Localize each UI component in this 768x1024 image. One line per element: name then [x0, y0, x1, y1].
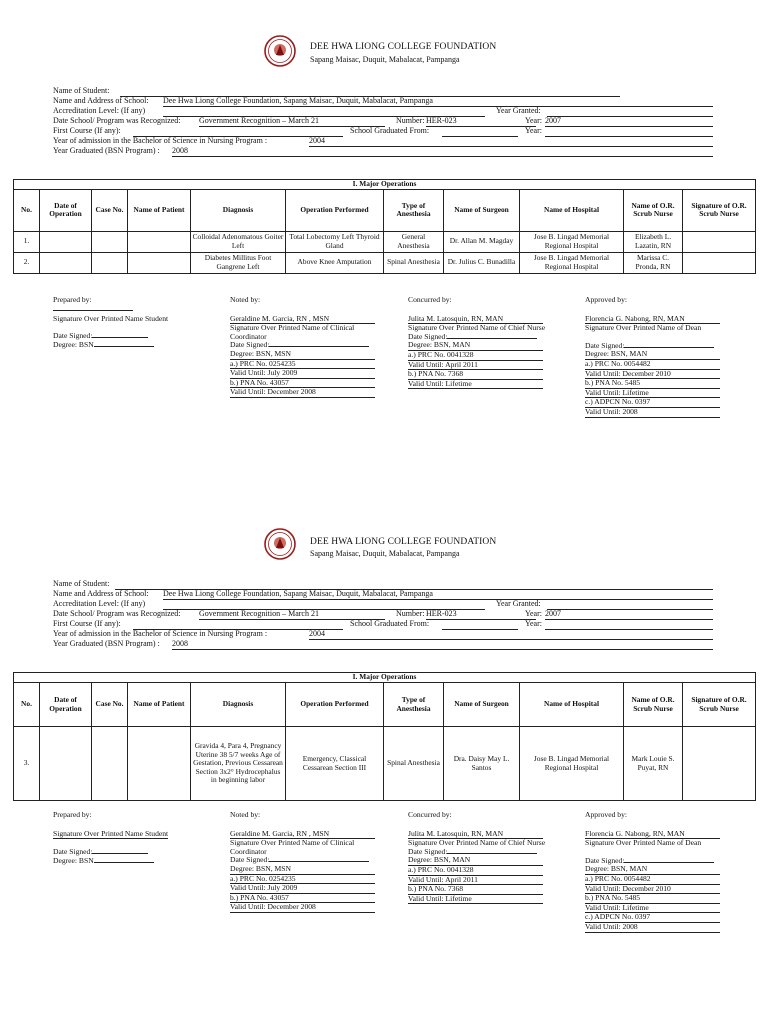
cell-nurse: Marissa C. Pronda, RN	[624, 252, 683, 273]
prepared-date-line[interactable]	[92, 853, 148, 854]
cell-date[interactable]	[40, 252, 92, 273]
approved-by-block	[585, 296, 735, 418]
prepared-caption: Signature Over Printed Name Student	[53, 828, 169, 838]
major-operations-table	[13, 672, 756, 801]
noted-name: Geraldine M. Garcia, RN , MSN	[230, 830, 375, 840]
noted-prc: a.) PRC No. 0254235	[230, 875, 375, 885]
first-course-label: First Course (If any):	[53, 126, 121, 135]
noted-caption: Signature Over Printed Name of Clinical Coordinator	[230, 323, 355, 341]
college-address: Sapang Maisac, Duquit, Mabalacat, Pampanga	[310, 55, 460, 64]
date-recognized-label: Date School/ Program was Recognized:	[53, 116, 181, 125]
approved-heading: Approved by:	[585, 810, 627, 819]
college-seal-icon	[264, 35, 296, 67]
school-label: Name and Address of School:	[53, 96, 149, 105]
noted-by-block	[230, 811, 380, 913]
approved-pna: b.) PNA No. 5485	[585, 379, 720, 389]
approved-date-label: Date Signed:	[585, 855, 625, 865]
noted-prc: a.) PRC No. 0254235	[230, 360, 375, 370]
prepared-degree-line	[94, 862, 154, 863]
prepared-heading: Prepared by:	[53, 295, 92, 304]
year-admission-label: Year of admission in the Bachelor of Science in Nursing Program :	[53, 136, 268, 145]
concurred-pna-valid: Valid Until: Lifetime	[408, 895, 543, 905]
header-operation: Operation Performed	[286, 189, 384, 231]
approved-heading: Approved by:	[585, 295, 627, 304]
noted-prc-valid: Valid Until: July 2009	[230, 884, 375, 894]
header-patient: Name of Patient	[128, 189, 191, 231]
header-operation: Operation Performed	[286, 683, 384, 727]
prepared-degree: Degree: BSN	[53, 855, 94, 865]
cell-date[interactable]	[40, 727, 92, 801]
noted-heading: Noted by:	[230, 810, 261, 819]
noted-heading: Noted by:	[230, 295, 261, 304]
approved-adpcn-valid: Valid Until: 2008	[585, 923, 720, 933]
cell-operation: Total Lobectomy Left Thyroid Gland	[286, 231, 384, 252]
number-text: HER-023	[426, 609, 457, 618]
accreditation-label: Accreditation Level: (If any)	[53, 599, 146, 608]
approved-adpcn: c.) ADPCN No. 0397	[585, 913, 720, 923]
cell-patient[interactable]	[128, 231, 191, 252]
concurred-caption: Signature Over Printed Name of Chief Nurse	[408, 838, 546, 848]
prepared-date-label: Date Signed:	[53, 847, 93, 857]
cell-hospital: Jose B. Lingad Memorial Regional Hospital	[520, 231, 624, 252]
cell-no: 1.	[14, 231, 40, 252]
major-operations-table	[13, 179, 756, 274]
cell-anesthesia: General Anesthesia	[384, 231, 444, 252]
noted-date-line[interactable]	[269, 861, 369, 862]
year-admission-text: 2004	[309, 629, 325, 638]
school-text: Dee Hwa Liong College Foundation, Sapang Maisac, Duquit, Mabalacat, Pampanga	[163, 589, 433, 598]
noted-name: Geraldine M. Garcia, RN , MSN	[230, 315, 375, 325]
college-name: DEE HWA LIONG COLLEGE FOUNDATION	[310, 537, 497, 547]
year-label-2: Year:	[525, 126, 542, 135]
year-graduated-label: Year Graduated (BSN Program) :	[53, 146, 160, 155]
table-header-row	[14, 683, 756, 727]
table-title: I. Major Operations	[14, 673, 756, 683]
cell-surgeon: Dr. Allan M. Magday	[444, 231, 520, 252]
approved-by-block	[585, 811, 735, 933]
cell-anesthesia: Spinal Anesthesia	[384, 727, 444, 801]
prepared-heading: Prepared by:	[53, 810, 92, 819]
cell-hospital: Jose B. Lingad Memorial Regional Hospital	[520, 252, 624, 273]
header-signature: Signature of O.R. Scrub Nurse	[683, 189, 756, 231]
prepared-date-label: Date Signed:	[53, 331, 93, 341]
approved-prc-valid: Valid Until: December 2010	[585, 370, 720, 380]
header-signature: Signature of O.R. Scrub Nurse	[683, 683, 756, 727]
year-label: Year:	[525, 609, 542, 618]
school-label: Name and Address of School:	[53, 589, 149, 598]
year-text: 2007	[545, 116, 561, 125]
concurred-date-label: Date Signed:	[408, 331, 448, 341]
noted-date-label: Date Signed:	[230, 340, 270, 350]
noted-date-label: Date Signed:	[230, 855, 270, 865]
header-no: No.	[14, 683, 40, 727]
cell-signature[interactable]	[683, 252, 756, 273]
year-graduated-value[interactable]	[172, 146, 713, 157]
approved-caption: Signature Over Printed Name of Dean	[585, 838, 702, 848]
header-date: Date of Operation	[40, 189, 92, 231]
college-seal-icon	[264, 528, 296, 560]
concurred-name: Julita M. Latosquin, RN, MAN	[408, 315, 543, 325]
noted-degree: Degree: BSN, MSN	[230, 350, 375, 360]
noted-pna: b.) PNA No. 43057	[230, 379, 375, 389]
year-granted-label: Year Granted:	[496, 599, 541, 608]
noted-degree: Degree: BSN, MSN	[230, 865, 375, 875]
year-granted-label: Year Granted:	[496, 106, 541, 115]
recognition-text: Government Recognition – March 21	[199, 609, 319, 618]
concurred-date-line[interactable]	[447, 338, 537, 339]
header-diagnosis: Diagnosis	[191, 189, 286, 231]
concurred-by-block	[408, 296, 558, 389]
school-graduated-label: School Graduated From:	[350, 126, 430, 135]
header-hospital: Name of Hospital	[520, 683, 624, 727]
year-admission-label: Year of admission in the Bachelor of Science in Nursing Program :	[53, 629, 268, 638]
cell-hospital: Jose B. Lingad Memorial Regional Hospital	[520, 727, 624, 801]
noted-pna-valid: Valid Until: December 2008	[230, 388, 375, 398]
cell-no: 2.	[14, 252, 40, 273]
year-text: 2007	[545, 609, 561, 618]
name-of-student-label: Name of Student:	[53, 86, 110, 95]
cell-operation: Above Knee Amputation	[286, 252, 384, 273]
cell-signature[interactable]	[683, 727, 756, 801]
cell-nurse: Mark Louie S. Puyat, RN	[624, 727, 683, 801]
table-row	[14, 727, 756, 801]
approved-degree: Degree: BSN, MAN	[585, 350, 720, 360]
approved-name: Florencia G. Nabong, RN, MAN	[585, 830, 720, 840]
concurred-date-line[interactable]	[447, 853, 537, 854]
recognition-text: Government Recognition – March 21	[199, 116, 319, 125]
cell-surgeon: Dra. Daisy May L. Santos	[444, 727, 520, 801]
concurred-degree: Degree: BSN, MAN	[408, 856, 543, 866]
concurred-name: Julita M. Latosquin, RN, MAN	[408, 830, 543, 840]
cell-case[interactable]	[92, 252, 128, 273]
approved-name: Florencia G. Nabong, RN, MAN	[585, 315, 720, 325]
accreditation-label: Accreditation Level: (If any)	[53, 106, 146, 115]
header-anesthesia: Type of Anesthesia	[384, 189, 444, 231]
cell-patient[interactable]	[128, 252, 191, 273]
school-text: Dee Hwa Liong College Foundation, Sapang Maisac, Duquit, Mabalacat, Pampanga	[163, 96, 433, 105]
concurred-pna: b.) PNA No. 7368	[408, 370, 543, 380]
cell-anesthesia: Spinal Anesthesia	[384, 252, 444, 273]
concurred-prc: a.) PRC No. 0041328	[408, 351, 543, 361]
cell-nurse: Elizabeth L. Lazatin, RN	[624, 231, 683, 252]
approved-date-line[interactable]	[624, 347, 714, 348]
header-anesthesia: Type of Anesthesia	[384, 683, 444, 727]
number-text: HER-023	[426, 116, 457, 125]
year-label: Year:	[525, 116, 542, 125]
year-graduated-text: 2008	[172, 639, 188, 648]
approved-pna-valid: Valid Until: Lifetime	[585, 904, 720, 914]
concurred-pna-valid: Valid Until: Lifetime	[408, 380, 543, 390]
name-of-student-label: Name of Student:	[53, 579, 110, 588]
table-title: I. Major Operations	[14, 180, 756, 190]
approved-pna-valid: Valid Until: Lifetime	[585, 389, 720, 399]
concurred-prc-valid: Valid Until: April 2011	[408, 361, 543, 371]
approved-prc: a.) PRC No. 0054482	[585, 360, 720, 370]
cell-diagnosis: Gravida 4, Para 4, Pregnancy Uterine 38 5/7 weeks Age of Gestation, Previous Cessarean Section 3x2° Hydrocephalus in beginning labor	[191, 727, 286, 801]
approved-adpcn-valid: Valid Until: 2008	[585, 408, 720, 418]
header-surgeon: Name of Surgeon	[444, 189, 520, 231]
header-no: No.	[14, 189, 40, 231]
concurred-heading: Concurred by:	[408, 295, 452, 304]
cell-date[interactable]	[40, 231, 92, 252]
number-label: Number:	[396, 609, 425, 618]
prepared-degree-line	[94, 346, 154, 347]
approved-prc: a.) PRC No. 0054482	[585, 875, 720, 885]
year-graduated-text: 2008	[172, 146, 188, 155]
header-nurse: Name of O.R. Scrub Nurse	[624, 189, 683, 231]
school-graduated-label: School Graduated From:	[350, 619, 430, 628]
header-diagnosis: Diagnosis	[191, 683, 286, 727]
approved-caption: Signature Over Printed Name of Dean	[585, 323, 702, 333]
first-course-label: First Course (If any):	[53, 619, 121, 628]
cell-diagnosis: Diabetes Millitus Foot Gangrene Left	[191, 252, 286, 273]
cell-case[interactable]	[92, 231, 128, 252]
table-header-row	[14, 189, 756, 231]
cell-operation: Emergency, Classical Cessarean Section III	[286, 727, 384, 801]
table-row	[14, 231, 756, 252]
concurred-prc-valid: Valid Until: April 2011	[408, 876, 543, 886]
college-name: DEE HWA LIONG COLLEGE FOUNDATION	[310, 42, 497, 52]
approved-prc-valid: Valid Until: December 2010	[585, 885, 720, 895]
noted-caption: Signature Over Printed Name of Clinical Coordinator	[230, 838, 355, 856]
concurred-prc: a.) PRC No. 0041328	[408, 866, 543, 876]
header-patient: Name of Patient	[128, 683, 191, 727]
noted-date-line[interactable]	[269, 346, 369, 347]
cell-diagnosis: Colloidal Adenomatous Goiter Left	[191, 231, 286, 252]
concurred-date-label: Date Signed:	[408, 846, 448, 856]
approved-degree: Degree: BSN, MAN	[585, 865, 720, 875]
prepared-by-block	[53, 811, 213, 865]
year-graduated-value[interactable]	[172, 639, 713, 650]
approved-adpcn: c.) ADPCN No. 0397	[585, 398, 720, 408]
header-nurse: Name of O.R. Scrub Nurse	[624, 683, 683, 727]
concurred-degree: Degree: BSN, MAN	[408, 341, 543, 351]
prepared-degree: Degree: BSN	[53, 339, 94, 349]
prepared-caption: Signature Over Printed Name Student	[53, 313, 169, 323]
cell-signature[interactable]	[683, 231, 756, 252]
year-graduated-label: Year Graduated (BSN Program) :	[53, 639, 160, 648]
cell-patient[interactable]	[128, 727, 191, 801]
cell-no: 3.	[14, 727, 40, 801]
cell-case[interactable]	[92, 727, 128, 801]
form-page-2	[0, 512, 768, 1024]
cell-surgeon: Dr. Julius C. Bunadilla	[444, 252, 520, 273]
concurred-caption: Signature Over Printed Name of Chief Nurse	[408, 323, 546, 333]
concurred-heading: Concurred by:	[408, 810, 452, 819]
prepared-signature-line[interactable]	[53, 310, 133, 311]
year-admission-text: 2004	[309, 136, 325, 145]
approved-date-line[interactable]	[624, 862, 714, 863]
year-label-2: Year:	[525, 619, 542, 628]
header-hospital: Name of Hospital	[520, 189, 624, 231]
header-case: Case No.	[92, 683, 128, 727]
noted-pna-valid: Valid Until: December 2008	[230, 903, 375, 913]
concurred-by-block	[408, 811, 558, 904]
concurred-pna: b.) PNA No. 7368	[408, 885, 543, 895]
date-recognized-label: Date School/ Program was Recognized:	[53, 609, 181, 618]
noted-by-block	[230, 296, 380, 398]
header-date: Date of Operation	[40, 683, 92, 727]
college-address: Sapang Maisac, Duquit, Mabalacat, Pampanga	[310, 549, 460, 558]
table-row	[14, 252, 756, 273]
prepared-date-line[interactable]	[92, 337, 148, 338]
approved-date-label: Date Signed:	[585, 340, 625, 350]
noted-pna: b.) PNA No. 43057	[230, 894, 375, 904]
approved-pna: b.) PNA No. 5485	[585, 894, 720, 904]
noted-prc-valid: Valid Until: July 2009	[230, 369, 375, 379]
header-surgeon: Name of Surgeon	[444, 683, 520, 727]
prepared-by-block	[53, 296, 213, 349]
header-case: Case No.	[92, 189, 128, 231]
number-label: Number:	[396, 116, 425, 125]
